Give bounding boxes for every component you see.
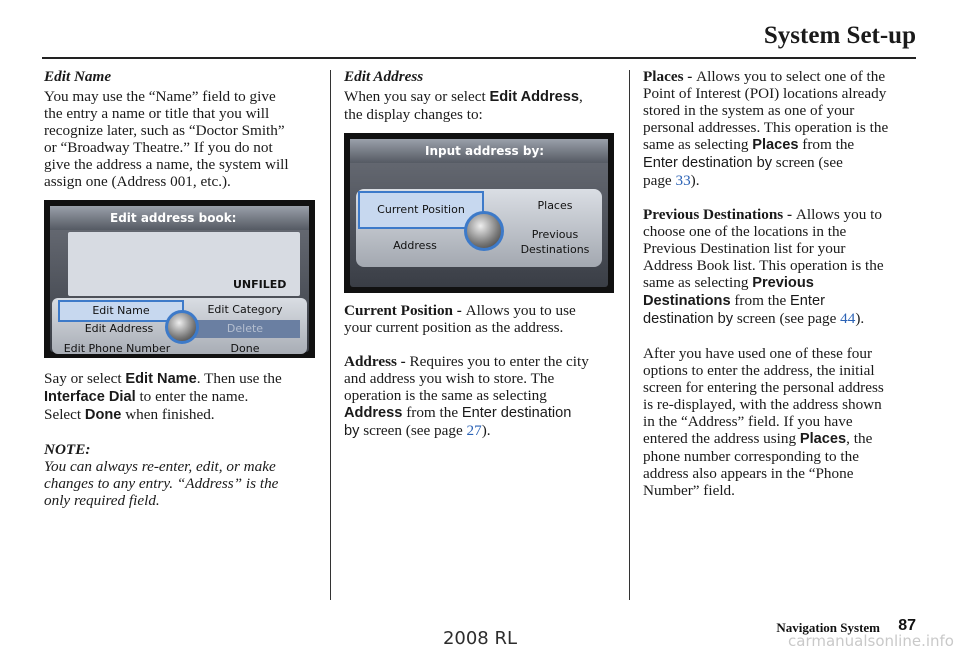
after-line-9: Number” field.	[643, 482, 735, 499]
screen-panel-2	[350, 139, 608, 287]
footer-section-name: Navigation System	[776, 620, 880, 635]
edit-name-line-1: You may use the “Name” field to give	[44, 88, 276, 105]
say-select-line: Say or select Edit Name. Then use the	[44, 370, 282, 387]
places-line-1: Places - Allows you to select one of the	[643, 68, 886, 85]
done-button[interactable]: Done	[230, 342, 260, 355]
note-label: NOTE:	[44, 441, 91, 458]
edit-name-line-5: give the address a name, the system will	[44, 156, 289, 173]
after-line-5: in the “Address” field. If you have	[643, 413, 853, 430]
after-line-6: entered the address using Places, the	[643, 430, 873, 447]
address-line-1: Address - Requires you to enter the city	[344, 353, 589, 370]
places-line-4: personal addresses. This operation is the	[643, 119, 889, 136]
address-button[interactable]: Address	[393, 239, 437, 252]
column-edit-address	[344, 68, 619, 123]
column-edit-address-lower	[344, 302, 626, 440]
after-line-7: phone number corresponding to the	[643, 448, 859, 465]
edit-category-button[interactable]: Edit Category	[207, 303, 283, 316]
edit-name-button[interactable]: Edit Name	[58, 300, 184, 322]
prev-line-5: same as selecting Previous	[643, 274, 814, 291]
note-line-2: changes to any entry. “Address” is the	[44, 475, 279, 492]
title-rule	[42, 57, 916, 59]
current-position-line-1: Current Position - Allows you to use	[344, 302, 576, 319]
previous-destinations-button[interactable]	[505, 227, 605, 257]
after-line-3: screen for entering the personal address	[643, 379, 884, 396]
unfiled-badge: UNFILED	[233, 278, 287, 291]
address-line-5: by screen (see page 27).	[344, 422, 491, 439]
places-line-3: stored in the system as one of your	[643, 102, 855, 119]
prev-line-4: Address Book list. This operation is the	[643, 257, 884, 274]
heading-edit-name: Edit Name	[44, 68, 112, 85]
note-line-1: You can always re-enter, edit, or make	[44, 458, 276, 475]
prev-line-2: choose one of the locations in the	[643, 223, 847, 240]
prev-line-6: Destinations from the Enter	[643, 292, 825, 309]
edit-address-book-screenshot	[44, 200, 315, 358]
address-line-2: and address you wish to store. The	[344, 370, 555, 387]
interface-dial-line: Interface Dial to enter the name.	[44, 388, 249, 405]
footer-page-number: 87	[898, 617, 916, 634]
current-position-line-2: your current position as the address.	[344, 319, 564, 336]
column-divider-1	[330, 70, 331, 600]
prev-line-7: destination by screen (see page 44).	[643, 310, 865, 327]
after-line-4: is re-displayed, with the address shown	[643, 396, 882, 413]
select-done-line: Select Done when finished.	[44, 406, 215, 423]
after-line-8: address also appears in the “Phone	[643, 465, 854, 482]
places-line-5: same as selecting Places from the	[643, 136, 855, 153]
delete-button[interactable]: Delete	[190, 320, 300, 338]
places-line-7: page 33).	[643, 172, 700, 189]
edit-address-intro-2: the display changes to:	[344, 106, 483, 123]
interface-dial-icon	[165, 310, 199, 344]
edit-name-line-4: or “Broadway Theatre.” If you do not	[44, 139, 273, 156]
footer-model: 2008 RL	[442, 628, 518, 649]
page-27-link[interactable]: 27	[466, 422, 482, 439]
screen-panel	[50, 206, 309, 355]
address-line-3: operation is the same as selecting	[344, 387, 547, 404]
column-places	[643, 68, 923, 499]
page-title: System Set-up	[763, 22, 916, 49]
edit-name-line-6: assign one (Address 001, etc.).	[44, 173, 231, 190]
heading-edit-address: Edit Address	[344, 68, 424, 85]
page-44-link[interactable]: 44	[840, 310, 856, 327]
prev-line-3: Previous Destination list for your	[643, 240, 846, 257]
edit-phone-button[interactable]: Edit Phone Number	[63, 342, 171, 355]
input-address-screenshot	[344, 133, 614, 293]
after-line-1: After you have used one of these four	[643, 345, 872, 362]
column-edit-name-lower	[44, 370, 324, 509]
screen-title: Edit address book:	[50, 206, 309, 230]
destinations-label: Destinations	[520, 243, 590, 256]
edit-name-line-2: the entry a name or title that you will	[44, 105, 270, 122]
prev-line-1: Previous Destinations - Allows you to	[643, 206, 882, 223]
edit-address-intro-1: When you say or select Edit Address,	[344, 88, 583, 105]
places-button[interactable]: Places	[537, 199, 573, 212]
places-line-6: Enter destination by screen (see	[643, 154, 843, 171]
places-line-2: Point of Interest (POI) locations already	[643, 85, 887, 102]
interface-dial-icon-2	[464, 211, 504, 251]
after-line-2: options to enter the address, the initial	[643, 362, 875, 379]
edit-address-button[interactable]: Edit Address	[84, 322, 154, 335]
previous-label: Previous	[531, 228, 579, 241]
address-line-4: Address from the Enter destination	[344, 404, 572, 421]
column-edit-name	[44, 68, 324, 190]
screen-title-2: Input address by:	[350, 139, 608, 163]
current-position-button[interactable]: Current Position	[358, 191, 484, 229]
column-divider-2	[629, 70, 630, 600]
page-33-link[interactable]: 33	[675, 172, 691, 189]
footer-watermark-site: carmanualsonline.info	[788, 632, 954, 650]
edit-name-line-3: recognize later, such as “Doctor Smith”	[44, 122, 285, 139]
note-line-3: only required field.	[44, 492, 160, 509]
